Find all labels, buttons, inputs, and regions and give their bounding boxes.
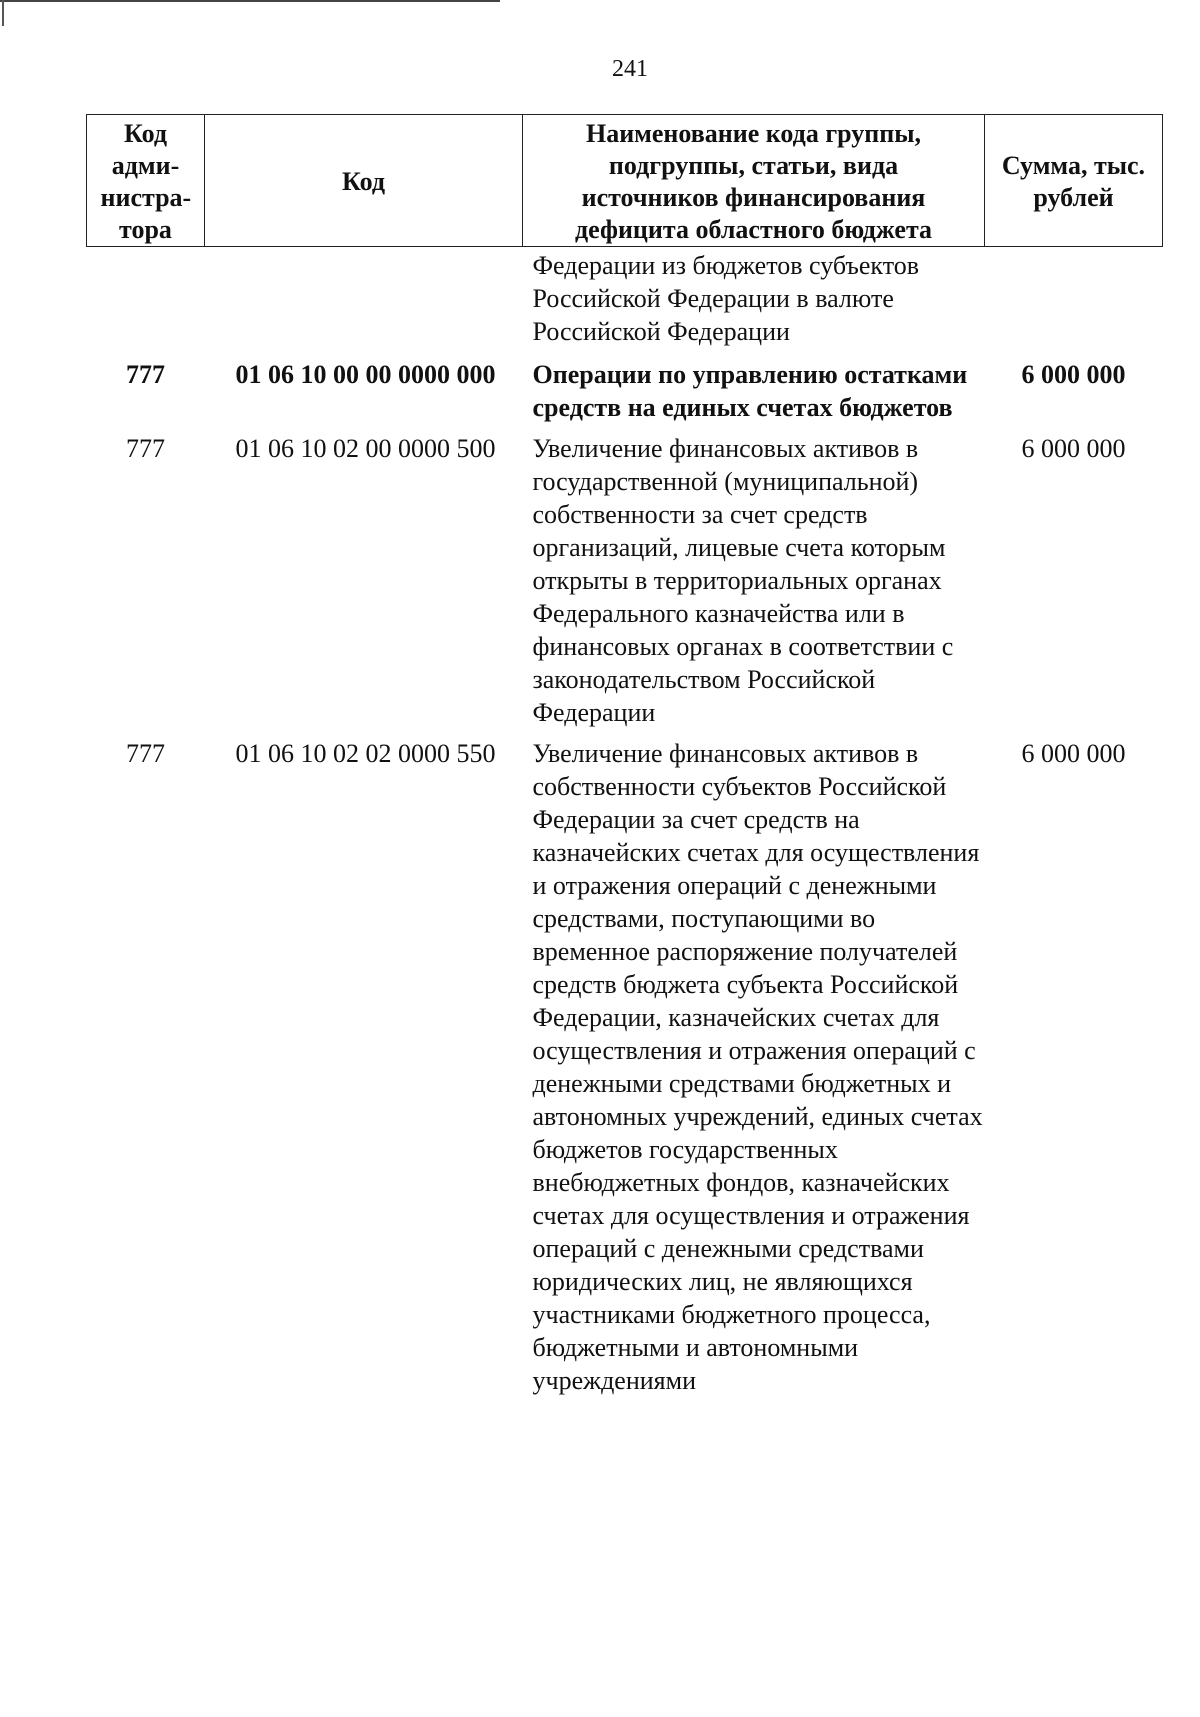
cell-code: 01 06 10 00 00 0000 000 bbox=[235, 360, 496, 389]
cell-sum: 6 000 000 bbox=[1021, 434, 1126, 463]
cell-name: Увеличение финансовых активов в собственности субъектов Российской Федерации за счет средств на казначейских счетах для осуществления и отражения операций с денежными средствами, поступающими во временное распоряжение получателей средств бюджета субъекта Российской Федерации, казначейских счетах для осуществления и отражения операций с денежными средствами бюджетных и автономных учреждений, единых счетах бюджетов государственных внебюджетных фондов, казначейских счетах для осуществления и отражения операций с денежными средствами юридических лиц, не являющихся участниками бюджетного процесса, бюджетными и автономными учреждениями bbox=[532, 739, 983, 1395]
table-header-row bbox=[87, 115, 1163, 247]
scan-edge-left bbox=[2, 0, 4, 26]
header-sum: Сумма, тыс. рублей bbox=[985, 115, 1163, 247]
cell-sum bbox=[985, 247, 1163, 357]
table-row bbox=[87, 247, 1163, 357]
table-row bbox=[87, 735, 1163, 1403]
header-code: Код bbox=[205, 115, 523, 247]
header-admin: Код адми-нистра-тора bbox=[87, 115, 205, 247]
cell-code: 01 06 10 02 02 0000 550 bbox=[235, 739, 496, 768]
header-name: Наименование кода группы, подгруппы, статьи, вида источников финансирования дефицита областного бюджета bbox=[523, 115, 985, 247]
cell-name: Федерации из бюджетов субъектов Российской Федерации в валюте Российской Федерации bbox=[532, 251, 919, 346]
cell-sum: 6 000 000 bbox=[1021, 739, 1126, 768]
cell-code: 01 06 10 02 00 0000 500 bbox=[235, 434, 496, 463]
page-number: 241 bbox=[612, 56, 648, 82]
table-row bbox=[87, 430, 1163, 735]
cell-admin: 777 bbox=[126, 434, 165, 463]
cell-admin bbox=[87, 247, 205, 357]
cell-name: Увеличение финансовых активов в государственной (муниципальной) собственности за счет средств организаций, лицевые счета которым открыты в территориальных органах Федерального казначейства или в финансовых органах в соответствии с законодательством Российской Федерации bbox=[532, 434, 954, 727]
cell-name: Операции по управлению остатками средств на единых счетах бюджетов bbox=[532, 360, 968, 422]
cell-code bbox=[205, 247, 523, 357]
table-row bbox=[87, 356, 1163, 430]
sources-table bbox=[86, 114, 1163, 1403]
cell-admin: 777 bbox=[126, 739, 165, 768]
cell-sum: 6 000 000 bbox=[1021, 360, 1126, 389]
cell-admin: 777 bbox=[126, 360, 165, 389]
scan-edge-top bbox=[0, 0, 500, 2]
